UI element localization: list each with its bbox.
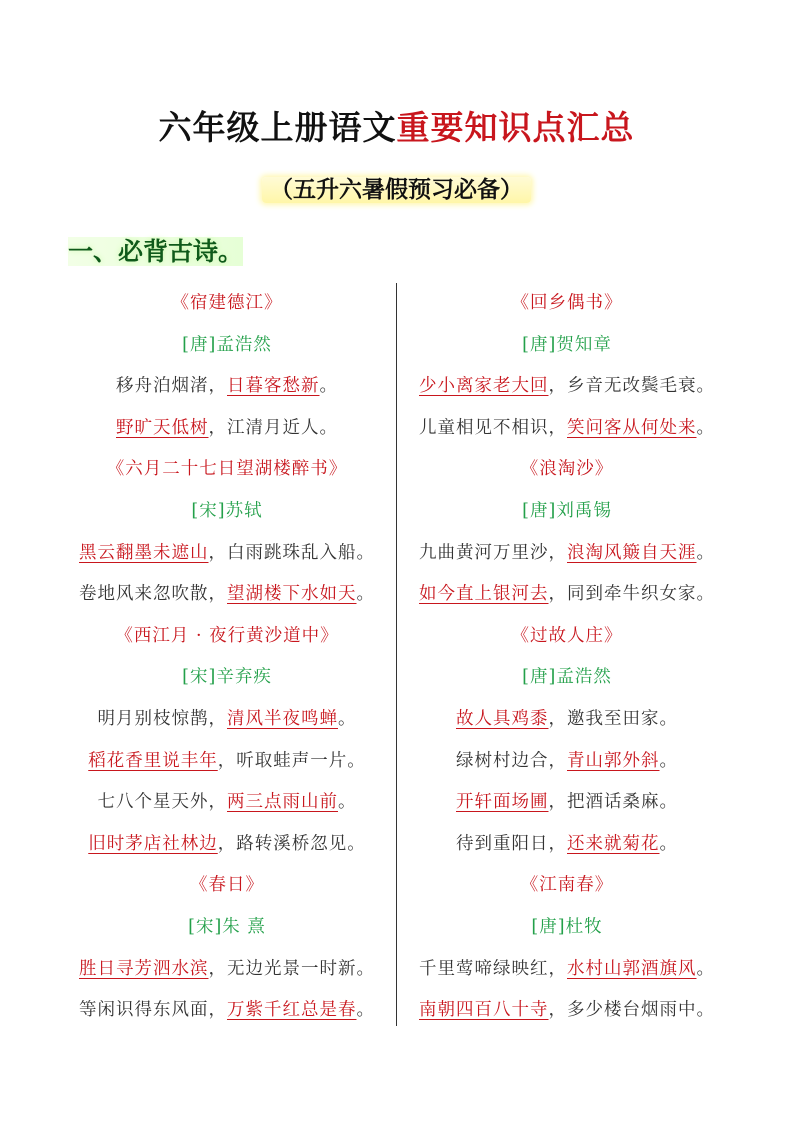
verse-text: ，无边光景一时新。 [208,958,375,979]
verse-text: ，江清月近人。 [208,417,338,438]
poem-verse [62,533,392,575]
verse-text: 九曲黄河万里沙， [419,542,567,563]
page-title [0,104,793,152]
poem-title: 《西江月 · 夜行黄沙道中》 [115,625,339,646]
poem-verse [62,990,392,1032]
poem-author: [唐]贺知章 [522,334,612,355]
verse-text: ，把酒话桑麻。 [548,792,678,813]
poem-verse [402,574,732,616]
poem-author: [唐]杜牧 [531,916,603,937]
poem-author: [唐]刘禹锡 [522,500,612,521]
key-phrase: 望湖楼下水如天 [227,584,357,605]
verse-text: 绿树村边合， [456,750,567,771]
verse-text: 。 [319,376,338,397]
key-phrase: 万紫千红总是春 [227,1000,357,1021]
verse-text: ，路转溪桥忽见。 [217,833,366,854]
poem-verse [62,699,392,741]
poem-verse [402,408,732,450]
poem-title: 《宿建德江》 [171,293,283,313]
key-phrase: 水村山郭酒旗风 [567,958,697,979]
poem-verse [402,366,732,408]
page-title-highlight: 重要知识点汇总 [396,108,635,147]
poem-title: 《浪淘沙》 [520,459,614,480]
key-phrase: 清风半夜鸣蝉 [227,708,338,729]
verse-text: 。 [659,750,678,771]
column-divider [396,283,397,1026]
key-phrase: 如今直上银河去 [419,584,549,605]
key-phrase: 青山郭外斜 [567,750,660,771]
poem-title: 《春日》 [190,875,264,896]
poem-verse [402,533,732,575]
left-poem-column [62,283,392,1032]
key-phrase: 故人具鸡黍 [456,708,549,729]
poem-author: [唐]孟浩然 [522,667,612,688]
verse-text: ，同到牵牛织女家。 [548,584,715,605]
poem-author: [唐]孟浩然 [182,334,272,355]
poem-verse [402,699,732,741]
verse-text: 。 [696,542,715,563]
poem-verse [62,366,392,408]
poem-title: 《过故人庄》 [511,625,623,646]
key-phrase: 旧时茅店社林边 [88,833,218,854]
verse-text: ，邀我至田家。 [548,708,678,729]
verse-text: 。 [696,958,715,979]
verse-text: 儿童相见不相识， [419,417,567,438]
key-phrase: 野旷天低树 [116,417,209,438]
page-title-main: 六年级上册语文 [158,108,397,147]
verse-text: 明月别枝惊鹊， [97,708,227,729]
poem-verse [402,990,732,1032]
section-heading-text: 一、必背古诗。 [68,237,244,266]
poem-verse [62,949,392,991]
poem-verse [62,574,392,616]
poem-verse [62,741,392,783]
key-phrase: 少小离家老大回 [419,376,549,397]
poem-title: 《江南春》 [520,875,614,896]
section-heading [68,232,243,272]
verse-text: 七八个星天外， [97,792,227,813]
poem-verse [402,949,732,991]
page-subtitle [0,172,793,208]
right-poem-column [402,283,732,1032]
verse-text: 千里莺啼绿映红， [419,958,567,979]
verse-text: ，听取蛙声一片。 [217,750,366,771]
key-phrase: 还来就菊花 [567,833,660,854]
key-phrase: 笑问客从何处来 [567,417,697,438]
poem-title: 《六月二十七日望湖楼醉书》 [106,459,348,480]
verse-text: 移舟泊烟渚， [116,376,227,397]
poem-author: [宋]朱 熹 [188,916,266,937]
poem-author: [宋]辛弃疾 [182,667,272,688]
poem-verse [62,824,392,866]
key-phrase: 南朝四百八十寺 [419,1000,549,1021]
key-phrase: 开轩面场圃 [456,792,549,813]
key-phrase: 两三点雨山前 [227,792,338,813]
verse-text: 。 [338,708,357,729]
verse-text: 待到重阳日， [456,833,567,854]
key-phrase: 黑云翻墨未遮山 [79,542,209,563]
poem-verse [402,824,732,866]
key-phrase: 日暮客愁新 [227,376,320,397]
poem-verse [402,741,732,783]
verse-text: 。 [659,833,678,854]
verse-text: 。 [356,1000,375,1021]
key-phrase: 胜日寻芳泗水滨 [79,958,209,979]
poem-verse [62,408,392,450]
verse-text: 。 [356,584,375,605]
poem-verse [62,782,392,824]
key-phrase: 稻花香里说丰年 [88,750,218,771]
verse-text: ，多少楼台烟雨中。 [548,1000,715,1021]
verse-text: 。 [696,417,715,438]
verse-text: 卷地风来忽吹散， [79,584,227,605]
verse-text: ，白雨跳珠乱入船。 [208,542,375,563]
poem-author: [宋]苏轼 [191,500,263,521]
key-phrase: 浪淘风簸自天涯 [567,542,697,563]
poem-title: 《回乡偶书》 [511,293,623,313]
verse-text: 。 [338,792,357,813]
verse-text: ，乡音无改鬓毛衰。 [548,376,715,397]
poem-verse [402,782,732,824]
page-subtitle-text: （五升六暑假预习必备） [262,177,531,203]
verse-text: 等闲识得东风面， [79,1000,227,1021]
